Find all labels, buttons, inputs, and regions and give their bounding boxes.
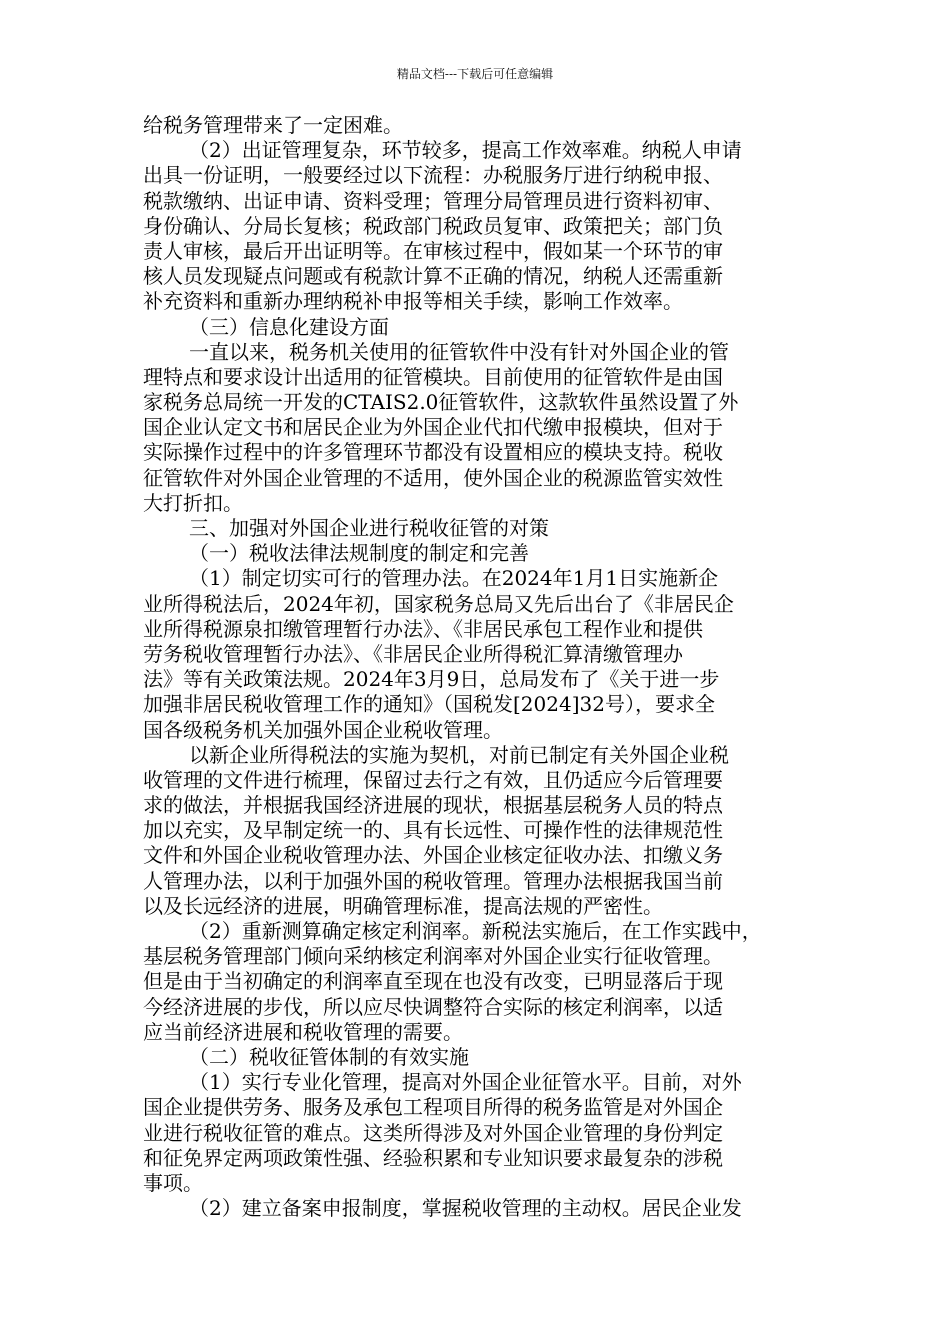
text-line: （2）出证管理复杂，环节较多，提高工作效率难。纳税人申请 bbox=[189, 138, 742, 163]
text-line: （三）信息化建设方面 bbox=[189, 314, 389, 339]
text-line: 大打折扣。 bbox=[143, 490, 243, 515]
text-line: 理特点和要求设计出适用的征管模块。目前使用的征管软件是由国 bbox=[143, 364, 723, 389]
text-line: 和征免界定两项政策性强、经验积累和专业知识要求最复杂的涉税 bbox=[143, 1145, 723, 1170]
text-line: 加以充实，及早制定统一的、具有长远性、可操作性的法律规范性 bbox=[143, 818, 723, 843]
text-line: （1）制定切实可行的管理办法。在2024年1月1日实施新企 bbox=[189, 566, 719, 591]
text-line: （2）建立备案申报制度，掌握税收管理的主动权。居民企业发 bbox=[189, 1196, 742, 1221]
text-line: 家税务总局统一开发的CTAIS2.0征管软件，这款软件虽然设置了外 bbox=[143, 390, 739, 415]
text-line: 加强非居民税收管理工作的通知》（国税发[2024]32号），要求全 bbox=[143, 692, 715, 717]
text-line: 实际操作过程中的许多管理环节都没有设置相应的模块支持。税收 bbox=[143, 440, 723, 465]
text-line: 业所得税源泉扣缴管理暂行办法》、《非居民承包工程作业和提供 bbox=[143, 616, 703, 641]
text-line: 人管理办法，以利于加强外国的税收管理。管理办法根据我国当前 bbox=[143, 868, 723, 893]
text-line: 文件和外国企业税收管理办法、外国企业核定征收办法、扣缴义务 bbox=[143, 843, 723, 868]
text-line: 收管理的文件进行梳理，保留过去行之有效，且仍适应今后管理要 bbox=[143, 767, 723, 792]
text-line: 劳务税收管理暂行办法》、《非居民企业所得税汇算清缴管理办 bbox=[143, 641, 683, 666]
text-line: 业进行税收征管的难点。这类所得涉及对外国企业管理的身份判定 bbox=[143, 1120, 723, 1145]
text-line: 补充资料和重新办理纳税补申报等相关手续，影响工作效率。 bbox=[143, 289, 683, 314]
text-line: 国企业提供劳务、服务及承包工程项目所得的税务监管是对外国企 bbox=[143, 1095, 723, 1120]
document-body bbox=[143, 113, 817, 1221]
text-line: 求的做法，并根据我国经济进展的现状，根据基层税务人员的特点 bbox=[143, 793, 723, 818]
text-line: （1）实行专业化管理，提高对外国企业征管水平。目前，对外 bbox=[189, 1070, 742, 1095]
text-line: 给税务管理带来了一定困难。 bbox=[143, 113, 403, 137]
text-line: 三、加强对外国企业进行税收征管的对策 bbox=[189, 516, 549, 540]
text-line: 今经济进展的步伐，所以应尽快调整符合实际的核定利润率，以适 bbox=[143, 994, 723, 1019]
text-line: 核人员发现疑点问题或有税款计算不正确的情况，纳税人还需重新 bbox=[143, 264, 723, 289]
text-line: 责人审核，最后开出证明等。在审核过程中，假如某一个环节的审 bbox=[143, 238, 723, 263]
text-line: 基层税务管理部门倾向采纳核定利润率对外国企业实行征收管理。 bbox=[143, 944, 723, 969]
text-line: 税款缴纳、出证申请、资料受理；管理分局管理员进行资料初审、 bbox=[143, 188, 723, 213]
text-line: 国各级税务机关加强外国企业税收管理。 bbox=[143, 717, 503, 742]
text-line: 事项。 bbox=[143, 1170, 203, 1195]
text-line: （2）重新测算确定核定利润率。新税法实施后，在工作实践中， bbox=[189, 919, 762, 943]
text-line: 出具一份证明，一般要经过以下流程：办税服务厅进行纳税申报、 bbox=[143, 163, 723, 188]
text-line: （二）税收征管体制的有效实施 bbox=[189, 1044, 469, 1069]
text-line: 以及长远经济的进展，明确管理标准，提高法规的严密性。 bbox=[143, 893, 663, 918]
text-line: （一）税收法律法规制度的制定和完善 bbox=[189, 541, 529, 566]
text-line: 业所得税法后，2024年初，国家税务总局又先后出台了《非居民企 bbox=[143, 591, 734, 616]
text-line: 但是由于当初确定的利润率直至现在也没有改变，已明显落后于现 bbox=[143, 969, 723, 994]
text-line: 征管软件对外国企业管理的不适用，使外国企业的税源监管实效性 bbox=[143, 465, 723, 490]
text-line: 一直以来，税务机关使用的征管软件中没有针对外国企业的管 bbox=[189, 339, 729, 364]
text-line: 身份确认、分局长复核；税政部门税政员复审、政策把关；部门负 bbox=[143, 213, 723, 238]
page-header: 精品文档---下载后可任意编辑 bbox=[396, 67, 554, 81]
text-line: 法》等有关政策法规。2024年3月9日，总局发布了《关于进一步 bbox=[143, 667, 720, 692]
text-line: 应当前经济进展和税收管理的需要。 bbox=[143, 1019, 463, 1044]
text-line: 以新企业所得税法的实施为契机，对前已制定有关外国企业税 bbox=[189, 742, 729, 767]
text-line: 国企业认定文书和居民企业为外国企业代扣代缴申报模块，但对于 bbox=[143, 415, 723, 440]
